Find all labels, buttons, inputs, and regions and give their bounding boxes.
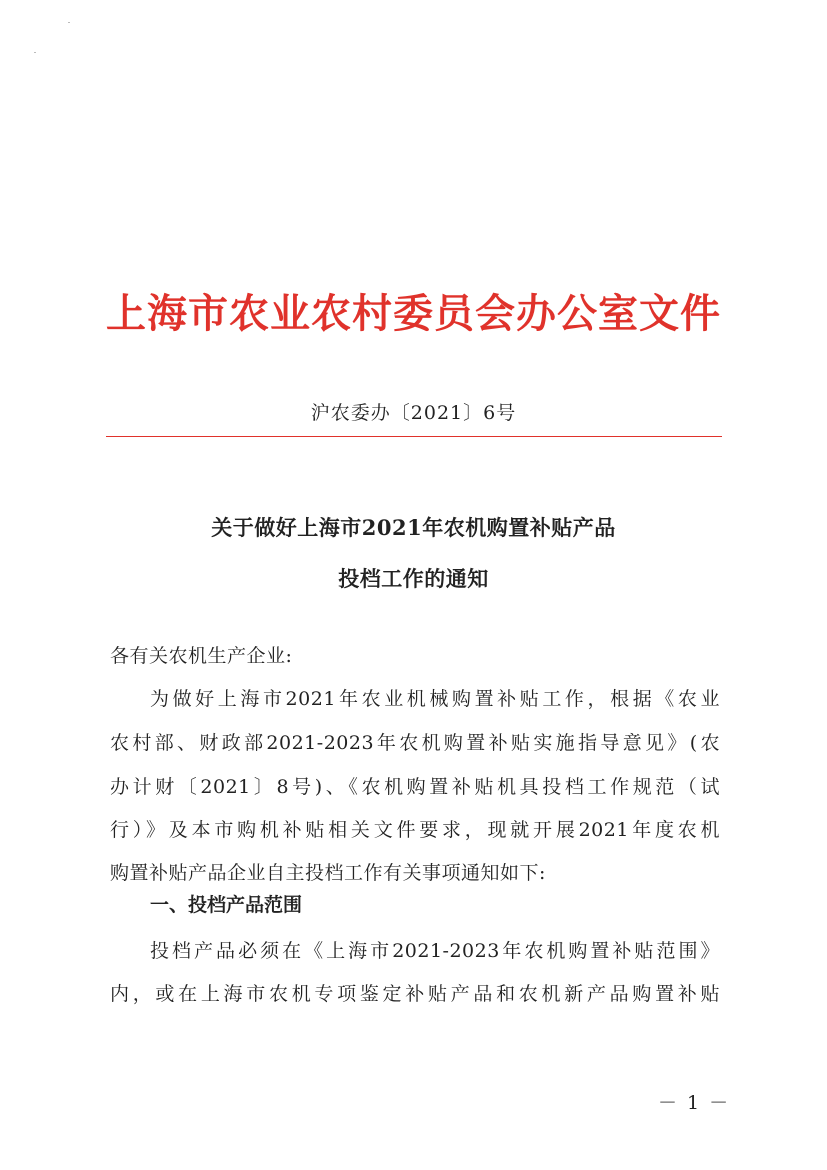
body-paragraph-line: 内，或在上海市农机专项鉴定补贴产品和农机新产品购置补贴 bbox=[110, 983, 720, 1005]
scan-speck bbox=[68, 22, 70, 23]
body-paragraph-line: 办计财〔2021〕8号)、《农机购置补贴机具投档工作规范（试 bbox=[110, 776, 720, 798]
section-heading: 一、投档产品范围 bbox=[150, 894, 303, 916]
document-header-title: 上海市农业农村委员会办公室文件 bbox=[106, 290, 721, 337]
salutation: 各有关农机生产企业: bbox=[110, 645, 293, 667]
notice-title-line-1: 关于做好上海市2021年农机购置补贴产品 bbox=[211, 515, 616, 540]
body-paragraph-line: 农村部、财政部2021-2023年农机购置补贴实施指导意见》(农 bbox=[110, 732, 720, 754]
document-number: 沪农委办〔2021〕6号 bbox=[310, 402, 517, 424]
body-paragraph-line: 为做好上海市2021年农业机械购置补贴工作，根据《农业 bbox=[150, 688, 720, 710]
notice-title-line-2: 投档工作的通知 bbox=[338, 566, 489, 591]
body-paragraph-line: 行）》及本市购机补贴相关文件要求，现就开展2021年度农机 bbox=[110, 819, 720, 841]
red-divider-line bbox=[106, 436, 722, 437]
scan-speck bbox=[34, 52, 36, 53]
body-paragraph-line: 购置补贴产品企业自主投档工作有关事项通知如下: bbox=[110, 862, 546, 884]
body-paragraph-line: 投档产品必须在《上海市2021-2023年农机购置补贴范围》 bbox=[150, 940, 720, 962]
page-number: － 1 － bbox=[658, 1092, 731, 1114]
